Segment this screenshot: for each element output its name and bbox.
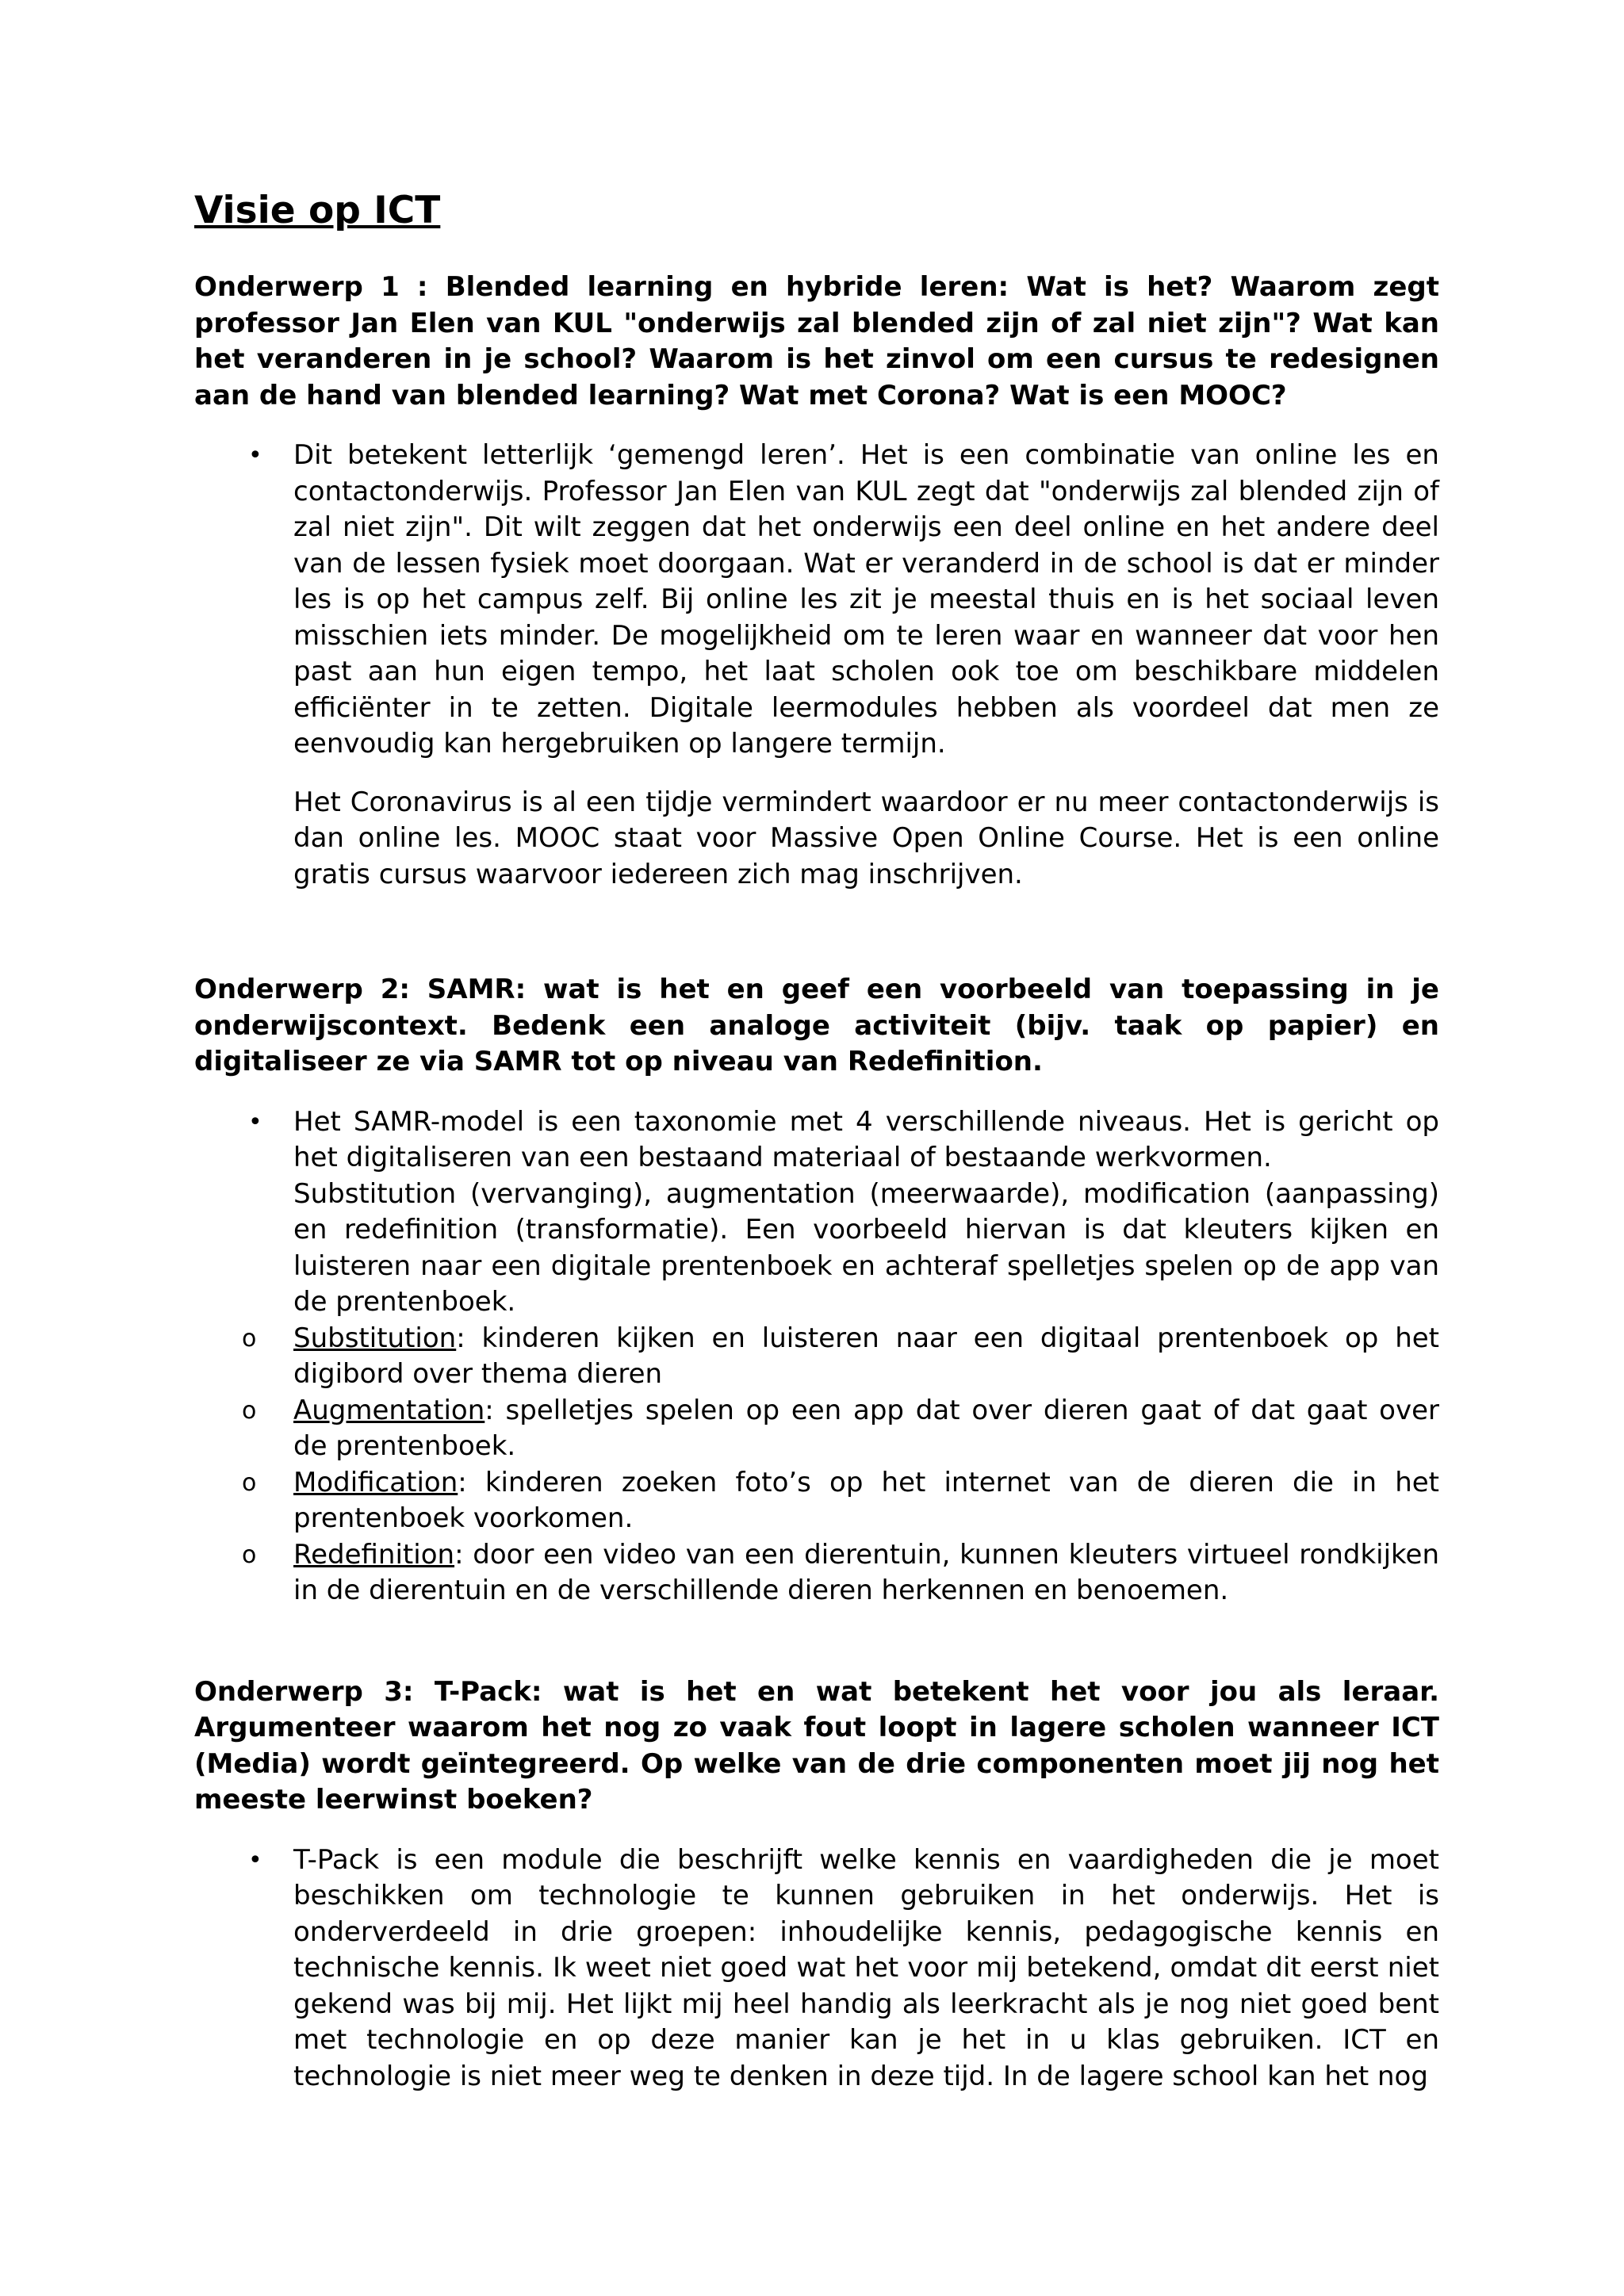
samr-term: Augmentation xyxy=(293,1394,485,1426)
topic-2-bullet xyxy=(194,1104,1439,1321)
samr-sub-list xyxy=(194,1321,1439,1609)
topic-3-bullet xyxy=(194,1843,1439,2095)
samr-term: Redefinition xyxy=(293,1538,455,1571)
circle-bullet-icon: o xyxy=(242,1324,257,1353)
samr-description: : kinderen kijken en luisteren naar een digitaal prentenboek op het digibord over thema dieren xyxy=(293,1322,1439,1391)
samr-item-augmentation xyxy=(194,1393,1439,1465)
topic-1-paragraph: Het Coronavirus is al een tijdje vermindert waardoor er nu meer contactonderwijs is dan online les. MOOC staat voor Massive Open Online Course. Het is een online gratis cursus waarvoor iedereen zich mag inschrijven. xyxy=(293,786,1439,890)
bullet-icon: • xyxy=(248,1108,262,1136)
topic-1-list xyxy=(194,438,1439,763)
samr-description: : door een video van een dierentuin, kunnen kleuters virtueel rondkijken in de dierentuin en de verschillende dieren herkennen en benoemen. xyxy=(293,1538,1439,1607)
topic-2-bullet-line-2: Substitution (vervanging), augmentation (meerwaarde), modification (aanpassing) en redefinition (transformatie). Een voorbeeld hiervan is dat kleuters kijken en luisteren naar een digitale prentenboek en achteraf spelletjes spelen op de app van de prentenboek. xyxy=(293,1177,1439,1318)
bullet-icon: • xyxy=(248,1846,262,1874)
samr-item-modification xyxy=(194,1465,1439,1537)
topic-2-bullet-line-1: Het SAMR-model is een taxonomie met 4 verschillende niveaus. Het is gericht op het digitaliseren van een bestaand materiaal of bestaande werkvormen. xyxy=(293,1105,1439,1174)
samr-item-redefinition xyxy=(194,1537,1439,1609)
samr-term: Modification xyxy=(293,1466,458,1498)
topic-3-list xyxy=(194,1843,1439,2095)
topic-3-bullet-text: T-Pack is een module die beschrijft welke kennis en vaardigheden die je moet beschikken om technologie te kunnen gebruiken in het onderwijs. Het is onderverdeeld in drie groepen: inhoudelijke kennis, pedagogische kennis en technische kennis. Ik weet niet goed wat het voor mij betekend, omdat dit eerst niet gekend was bij mij. Het lijkt mij heel handig als leerkracht als je nog niet goed bent met technologie en op deze manier kan je het in u klas gebruiken. ICT en technologie is niet meer weg te denken in deze tijd. In de lagere school kan het nog xyxy=(293,1843,1439,2092)
circle-bullet-icon: o xyxy=(242,1396,257,1425)
bullet-icon: • xyxy=(248,442,262,470)
topic-1-bullet xyxy=(194,438,1439,763)
topic-3-heading: Onderwerp 3: T-Pack: wat is het en wat betekent het voor jou als leraar. Argumenteer waarom het nog zo vaak fout loopt in lagere scholen wanneer ICT (Media) wordt geïntegreerd. Op welke van de drie componenten moet jij nog het meeste leerwinst boeken? xyxy=(194,1675,1439,1816)
topic-1-heading: Onderwerp 1 : Blended learning en hybride leren: Wat is het? Waarom zegt professor Jan Elen van KUL "onderwijs zal blended zijn of zal niet zijn"? Wat kan het veranderen in je school? Waarom is het zinvol om een cursus te redesignen aan de hand van blended learning? Wat met Corona? Wat is een MOOC? xyxy=(194,271,1439,411)
topic-2-heading: Onderwerp 2: SAMR: wat is het en geef een voorbeeld van toepassing in je onderwijscontext. Bedenk een analoge activiteit (bijv. taak op papier) en digitaliseer ze via SAMR tot op niveau van Redefinition. xyxy=(194,974,1439,1078)
samr-description: : spelletjes spelen op een app dat over dieren gaat of dat gaat over de prentenboek. xyxy=(293,1394,1439,1463)
topic-1-bullet-text: Dit betekent letterlijk ‘gemengd leren’. Het is een combinatie van online les en contactonderwijs. Professor Jan Elen van KUL zegt dat "onderwijs zal blended zijn of zal niet zijn". Dit wilt zeggen dat het onderwijs een deel online en het andere deel van de lessen fysiek moet doorgaan. Wat er veranderd in de school is dat er minder les is op het campus zelf. Bij online les zit je meestal thuis en is het sociaal leven misschien iets minder. De mogelijkheid om te leren waar en wanneer dat voor hen past aan hun eigen tempo, het laat scholen ook toe om beschikbare middelen efficiënter in te zetten. Digitale leermodules hebben als voordeel dat men ze eenvoudig kan hergebruiken op langere termijn. xyxy=(293,439,1439,760)
document-title: Visie op ICT xyxy=(194,189,441,232)
topic-2-list xyxy=(194,1104,1439,1321)
samr-item-substitution xyxy=(194,1321,1439,1393)
samr-description: : kinderen zoeken foto’s op het internet van de dieren die in het prentenboek voorkomen. xyxy=(293,1466,1439,1535)
document-page xyxy=(194,189,1439,2095)
circle-bullet-icon: o xyxy=(242,1468,257,1497)
circle-bullet-icon: o xyxy=(242,1540,257,1569)
samr-term: Substitution xyxy=(293,1322,457,1354)
